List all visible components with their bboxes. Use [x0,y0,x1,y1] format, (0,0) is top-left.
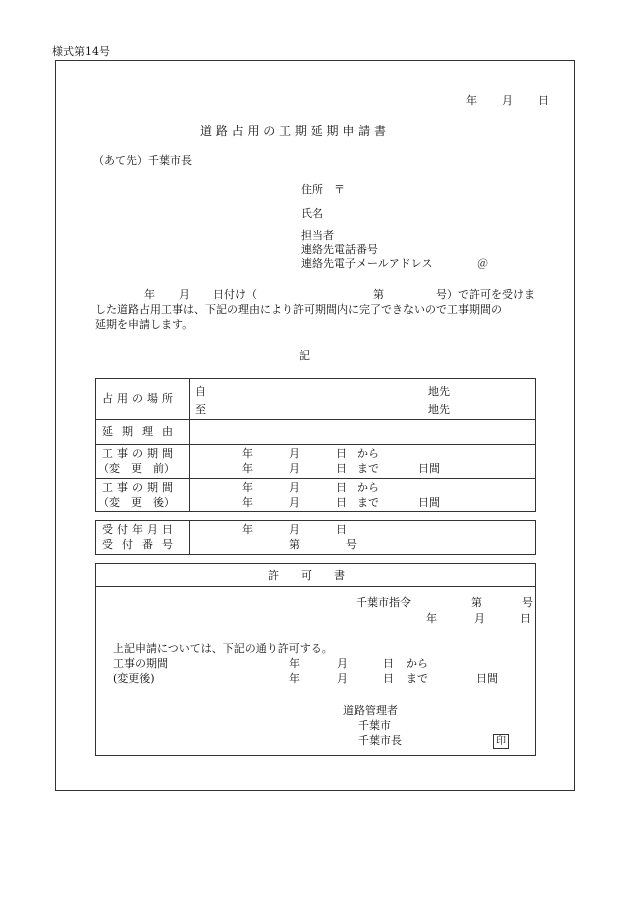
after-kara: から [357,481,379,494]
permit-to-year: 年 [289,672,300,685]
permit-day: 日 [520,612,531,625]
table-row-divider [95,444,536,445]
permit-directive: 千葉市指令 [356,596,411,609]
seal-stamp: 印 [493,734,509,749]
address-label: 住所 〒 [301,183,345,196]
permit-period-label: 工事の期間 [113,657,168,670]
permit-year: 年 [426,612,437,625]
before-kara: から [357,447,379,460]
table-row-divider [95,478,536,479]
after-to-month: 月 [289,496,300,509]
before-from-month: 月 [289,447,300,460]
contact-person-label: 担当者 [301,229,334,242]
reception-col-divider [189,520,190,555]
name-label: 氏名 [301,207,323,220]
permit-changed-label: (変更後) [113,672,155,685]
body-line2: した道路占用工事は、下記の理由により許可期間内に完了できないので工事期間の [95,303,502,316]
after-label: （変 更 後） [98,496,175,509]
reason-label: 延期理由 [102,425,182,438]
reception-year: 年 [242,523,253,536]
after-to-year: 年 [242,496,253,509]
table-col-divider [189,378,190,512]
period-before-label: 工事の期間 [102,447,177,460]
from-label: 自 [195,385,206,398]
permit-from-month: 月 [337,657,348,670]
permit-title: 許 可 書 [268,569,345,582]
reception-month: 月 [289,523,300,536]
document-title: 道 路 占 用 の 工 期 延 期 申 請 書 [200,124,386,138]
table-row-divider [95,419,536,420]
body-no-prefix: 第 [373,288,384,301]
permit-title-divider [95,586,536,587]
body-month: 月 [179,288,190,301]
road-manager-label: 道路管理者 [343,704,398,717]
reception-day: 日 [336,523,347,536]
permit-statement: 上記申請については、下記の通り許可する。 [113,642,333,655]
permit-nichikan: 日間 [476,672,498,685]
before-nichikan: 日間 [418,462,440,475]
chisaki-from: 地先 [428,385,450,398]
before-from-year: 年 [242,447,253,460]
after-nichikan: 日間 [418,496,440,509]
reception-no-prefix: 第 [289,538,300,551]
ki-label: 記 [299,349,310,362]
before-made: まで [357,462,379,475]
body-year: 年 [144,288,155,301]
permit-month: 月 [474,612,485,625]
location-label: 占用の場所 [102,392,177,405]
reception-no-suffix: 号 [346,538,357,551]
permit-no-prefix: 第 [471,596,482,609]
before-from-day: 日 [336,447,347,460]
permit-from-year: 年 [289,657,300,670]
permit-to-month: 月 [337,672,348,685]
after-to-day: 日 [336,496,347,509]
after-from-month: 月 [289,481,300,494]
contact-phone-label: 連絡先電話番号 [301,243,378,256]
before-label: （変 更 前） [98,462,175,475]
email-at: ＠ [477,257,488,270]
before-to-year: 年 [242,462,253,475]
contact-email-label: 連絡先電子メールアドレス [301,257,433,270]
body-day: 日付け（ [213,288,257,301]
form-number: 様式第14号 [52,45,110,58]
body-line3: 延期を申請します。 [95,318,194,331]
to-label: 至 [195,403,206,416]
period-after-label: 工事の期間 [102,481,177,494]
date-month: 月 [502,94,513,107]
city-label: 千葉市 [358,719,391,732]
permit-made: まで [406,672,428,685]
body-line1-end: 号）で許可を受けま [436,288,535,301]
reception-date-label: 受付年月日 [102,523,177,536]
chisaki-to: 地先 [428,403,450,416]
date-year: 年 [466,94,477,107]
permit-to-day: 日 [383,672,394,685]
mayor-label: 千葉市長 [358,734,402,747]
date-day: 日 [538,94,549,107]
addressee: （あて先）千葉市長 [93,154,192,167]
before-to-day: 日 [336,462,347,475]
after-made: まで [357,496,379,509]
before-to-month: 月 [289,462,300,475]
permit-from-day: 日 [383,657,394,670]
after-from-day: 日 [336,481,347,494]
reception-number-label: 受付番号 [102,538,182,551]
after-from-year: 年 [242,481,253,494]
permit-no-suffix: 号 [522,596,533,609]
permit-kara: から [406,657,428,670]
